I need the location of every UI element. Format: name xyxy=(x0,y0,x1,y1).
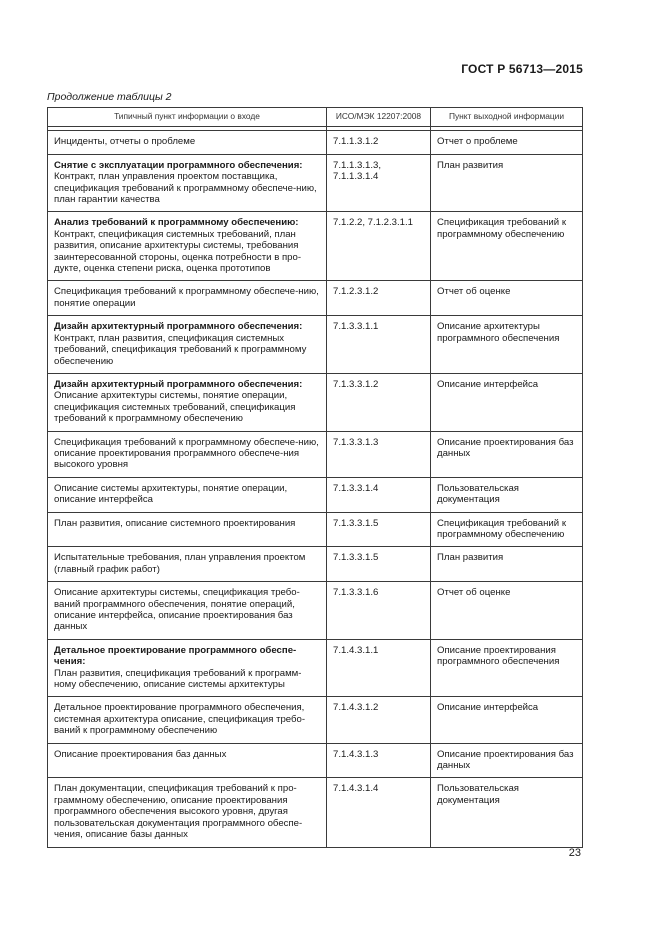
output-item-cell: Описание проектирования программного обеспечения xyxy=(431,639,583,697)
output-item-cell: Описание интерфейса xyxy=(431,697,583,743)
input-item-cell xyxy=(48,512,327,547)
table-row xyxy=(48,373,583,431)
table-row xyxy=(48,212,583,281)
table-header-row xyxy=(48,108,583,127)
input-item-cell xyxy=(48,778,327,847)
iso-ref-cell: 7.1.1.3.1.2 xyxy=(327,131,431,154)
output-item-cell: Описание проектирования баз данных xyxy=(431,743,583,778)
table-row xyxy=(48,154,583,212)
output-item-cell: Спецификация требований к программному обеспечению xyxy=(431,212,583,281)
table-caption: Продолжение таблицы 2 xyxy=(47,91,172,103)
input-item-text: Контракт, спецификация системных требований, план развития, описание архитектуры системы, требования заинтересованной стороны, оценка потребности в про-дукте, оценка степени риска, оценка прототипов xyxy=(54,228,302,275)
input-item-cell xyxy=(48,582,327,640)
input-item-cell xyxy=(48,547,327,582)
table-row xyxy=(48,316,583,374)
input-item-cell xyxy=(48,431,327,477)
input-item-text: Описание архитектуры системы, понятие операции, спецификация системных требований, спецификация требований к программному обеспечению xyxy=(54,390,296,425)
table-row xyxy=(48,639,583,697)
input-item-text: Описание проектирования баз данных xyxy=(54,748,227,760)
output-item-cell: Пользовательская документация xyxy=(431,477,583,512)
section-title: Дизайн архитектурный программного обеспечения: xyxy=(54,321,303,333)
header-output-item: Пункт выходной информации xyxy=(431,108,583,127)
input-item-cell xyxy=(48,477,327,512)
iso-ref-cell: 7.1.3.3.1.1 xyxy=(327,316,431,374)
input-item-text: План документации, спецификация требований к про-граммному обеспечению, описание проектирования программного обеспечения высокого уровня, другая пользовательская документация программного обеспе-чения, описание базы данных xyxy=(54,783,303,841)
output-item-cell: Описание интерфейса xyxy=(431,373,583,431)
table-row xyxy=(48,743,583,778)
iso-ref-cell: 7.1.3.3.1.5 xyxy=(327,547,431,582)
input-item-text: Контракт, план управления проектом поставщика, спецификация требований к программному обеспече-нию, план гарантии качества xyxy=(54,171,317,206)
input-item-cell xyxy=(48,373,327,431)
iso-ref-cell: 7.1.4.3.1.4 xyxy=(327,778,431,847)
input-item-cell xyxy=(48,131,327,154)
iso-ref-cell: 7.1.3.3.1.6 xyxy=(327,582,431,640)
iso-ref-cell: 7.1.4.3.1.1 xyxy=(327,639,431,697)
iso-ref-cell: 7.1.4.3.1.2 xyxy=(327,697,431,743)
input-item-text: Спецификация требований к программному обеспече-нию, понятие операции xyxy=(54,286,319,309)
section-title: Снятие с эксплуатации программного обеспечения: xyxy=(54,159,303,171)
output-item-cell: Описание проектирования баз данных xyxy=(431,431,583,477)
iso-ref-cell: 7.1.4.3.1.3 xyxy=(327,743,431,778)
table-row xyxy=(48,697,583,743)
section-title: Детальное проектирование программного обеспе-чения: xyxy=(54,644,297,668)
table-row xyxy=(48,281,583,316)
section-title: Анализ требований к программному обеспечению: xyxy=(54,217,299,229)
page-number: 23 xyxy=(568,847,581,859)
input-item-cell xyxy=(48,154,327,212)
iso-ref-cell: 7.1.3.3.1.3 xyxy=(327,431,431,477)
input-item-cell xyxy=(48,316,327,374)
section-title: Дизайн архитектурный программного обеспечения: xyxy=(54,378,303,390)
iso-ref-cell: 7.1.2.3.1.2 xyxy=(327,281,431,316)
input-item-text: Инциденты, отчеты о проблеме xyxy=(54,136,196,148)
standard-number: ГОСТ Р 56713—2015 xyxy=(461,62,583,76)
table-row xyxy=(48,778,583,847)
input-item-cell xyxy=(48,743,327,778)
output-item-cell: Спецификация требований к программному обеспечению xyxy=(431,512,583,547)
input-item-text: Испытательные требования, план управления проектом (главный график работ) xyxy=(54,552,306,575)
table-row xyxy=(48,582,583,640)
output-item-cell: Отчет о проблеме xyxy=(431,131,583,154)
iso-ref-cell: 7.1.3.3.1.4 xyxy=(327,477,431,512)
output-item-cell: Пользовательская документация xyxy=(431,778,583,847)
table-row xyxy=(48,431,583,477)
output-item-cell: План развития xyxy=(431,547,583,582)
iso-ref-cell: 7.1.3.3.1.2 xyxy=(327,373,431,431)
input-item-cell xyxy=(48,697,327,743)
input-item-text: План развития, спецификация требований к программ-ному обеспечению, описание системы архитектуры xyxy=(54,667,302,691)
input-item-text: Описание системы архитектуры, понятие операции, описание интерфейса xyxy=(54,482,288,506)
requirements-table xyxy=(47,107,583,848)
input-item-text: Детальное проектирование программного обеспечения, системная архитектура описание, спецификация требо-ваний к программному обеспечению xyxy=(54,702,306,737)
input-item-cell xyxy=(48,639,327,697)
output-item-cell: Описание архитектуры программного обеспечения xyxy=(431,316,583,374)
input-item-text: План развития, описание системного проектирования xyxy=(54,517,296,529)
header-input-item: Типичный пункт информации о входе xyxy=(48,108,327,127)
table-body xyxy=(48,131,583,847)
table-row xyxy=(48,512,583,547)
iso-ref-cell: 7.1.1.3.1.3, 7.1.1.3.1.4 xyxy=(327,154,431,212)
input-item-cell xyxy=(48,281,327,316)
table-row xyxy=(48,477,583,512)
input-item-text: Описание архитектуры системы, спецификация требо-ваний программного обеспечения, понятие операций, описание интерфейса, описание проектирования баз данных xyxy=(54,587,300,633)
iso-ref-cell: 7.1.2.2, 7.1.2.3.1.1 xyxy=(327,212,431,281)
output-item-cell: План развития xyxy=(431,154,583,212)
input-item-text: Спецификация требований к программному обеспече-нию, описание проектирования программного обеспече-ния высокого уровня xyxy=(54,436,319,471)
output-item-cell: Отчет об оценке xyxy=(431,281,583,316)
input-item-text: Контракт, план развития, спецификация системных требований, спецификация требований к программному обеспечению xyxy=(54,332,307,367)
table-row xyxy=(48,547,583,582)
header-iso-ref: ИСО/МЭК 12207:2008 xyxy=(327,108,431,127)
output-item-cell: Отчет об оценке xyxy=(431,582,583,640)
input-item-cell xyxy=(48,212,327,281)
table-row xyxy=(48,131,583,154)
iso-ref-cell: 7.1.3.3.1.5 xyxy=(327,512,431,547)
